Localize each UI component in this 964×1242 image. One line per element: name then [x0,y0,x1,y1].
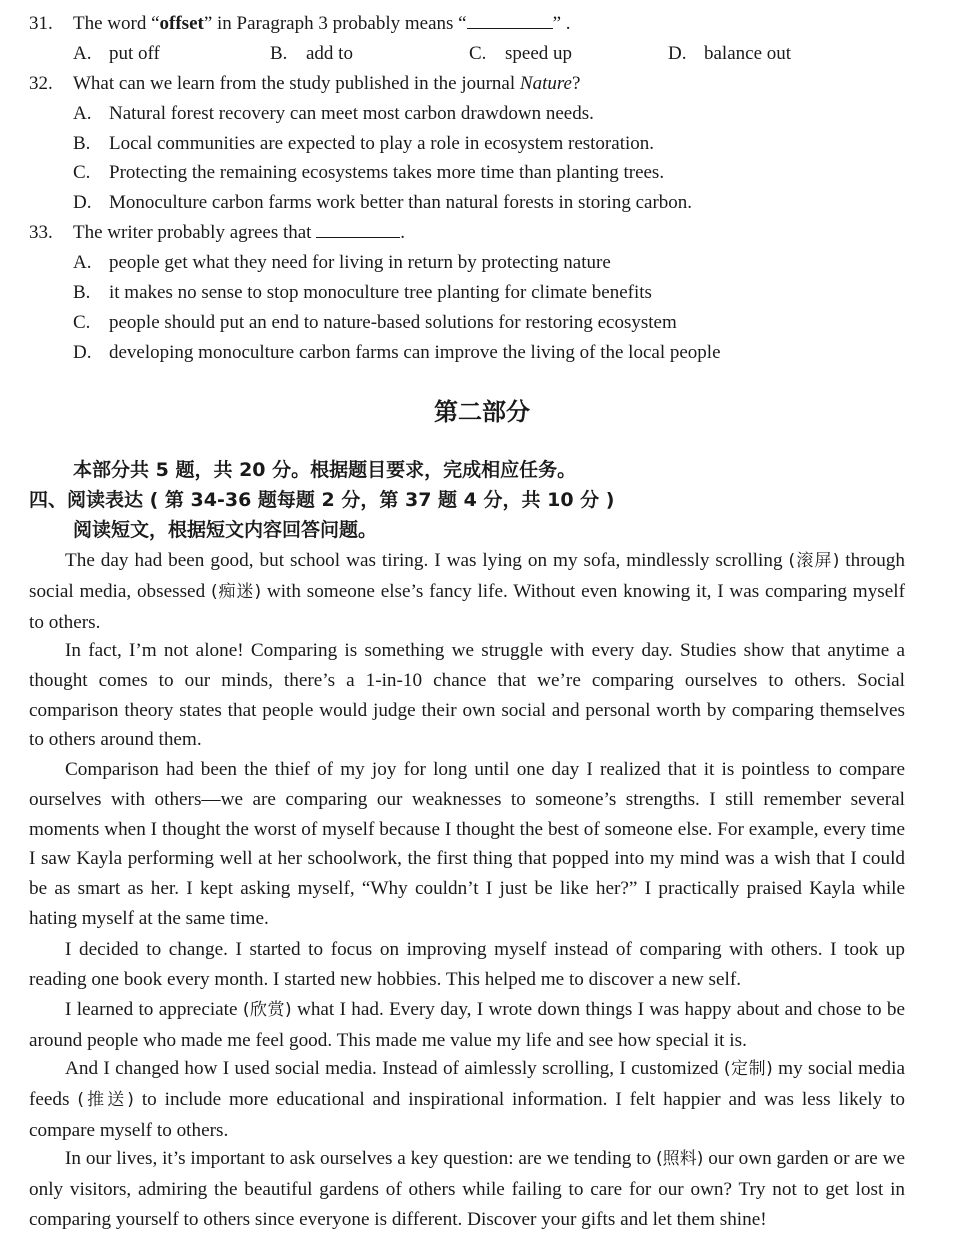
section-instruction: 阅读短文，根据短文内容回答问题。 [73,519,378,541]
question-number: 33. [29,222,53,243]
chinese-gloss: (推送) [77,1089,134,1110]
option-31-a: A. put off [73,43,160,64]
option-33-b: B. it makes no sense to stop monoculture tree planting for climate benefits [73,282,652,303]
section-title: 第二部分 [434,398,530,426]
option-32-d: D. Monoculture carbon farms work better than natural forests in storing carbon. [73,192,693,213]
chinese-gloss: (痴迷) [210,581,262,602]
option-31-c: C. speed up [469,43,573,64]
passage-paragraph-3: Comparison had been the thief of my joy for long until one day I realized that it is pointless to compare ourselves with others—we are comparing our weaknesses to someone’s strengths. I still remember several moments when I thought the worst of myself because I thought the best of someone else. For example, every time I saw Kayla performing well at her schoolwork, the first thing that popped into my mind was a wish that I could be as smart as her. I kept asking myself, “Why couldn’t I just be like her?” I practically praised Kayla while hating myself at the same time. [29,759,905,929]
passage-paragraph-5: I learned to appreciate (欣赏) what I had. Every day, I wrote down things I was happy about and chose to be around people who made me feel good. This made me value my life and see how special it is. [29,999,906,1051]
chinese-gloss: (定制) [723,1059,773,1079]
answer-blank [467,10,553,29]
chinese-gloss: (照料) [656,1149,704,1169]
chinese-gloss: (滚屏) [788,551,840,571]
question-31-stem: 31. The word “offset” in Paragraph 3 probably means “ ” . [29,10,571,38]
option-32-a: A. Natural forest recovery can meet most carbon drawdown needs. [73,103,594,124]
question-32-stem: 32. What can we learn from the study published in the journal Nature? [29,70,580,98]
passage-paragraph-7: In our lives, it’s important to ask ourselves a key question: are we tending to (照料) our own garden or are we only visitors, admiring the beautiful gardens of others while failing to care for our own? Try not to get lost in comparing yourself to others since everyone is different. Discover your gifts and let them shine! [29,1148,906,1230]
chinese-gloss: (欣赏) [242,1000,292,1020]
passage-paragraph-4: I decided to change. I started to focus on improving myself instead of comparing with others. I took up reading one book every month. I started new hobbies. This helped me to discover a new self. [29,939,905,990]
option-32-b: B. Local communities are expected to play a role in ecosystem restoration. [73,133,654,154]
section-heading: 四、阅读表达 ( 第 34-36 题每题 2 分，第 37 题 4 分，共 10 分 ) [29,489,615,511]
option-31-d: D. balance out [668,43,792,64]
keyword: offset [159,13,204,34]
option-31-b: B. add to [270,43,353,64]
question-number: 31. [29,13,53,34]
answer-blank [316,219,400,238]
option-33-a: A. people get what they need for living in return by protecting nature [73,252,611,273]
question-number: 32. [29,73,53,94]
section-intro: 本部分共 5 题，共 20 分。根据题目要求，完成相应任务。 [73,459,577,481]
journal-name: Nature [519,73,572,94]
option-33-d: D. developing monoculture carbon farms can improve the living of the local people [73,342,721,363]
option-33-c: C. people should put an end to nature-based solutions for restoring ecosystem [73,312,677,333]
passage-paragraph-6: And I changed how I used social media. Instead of aimlessly scrolling, I customized (定制) my social media feeds (推送) to include more educational and inspirational information. I felt happier and was less likely to compare myself to others. [29,1058,906,1141]
question-33-stem: 33. The writer probably agrees that . [29,219,405,247]
passage-paragraph-2: In fact, I’m not alone! Comparing is something we struggle with every day. Studies show that anytime a thought comes to our minds, there’s a 1-in-10 chance that we’re comparing ourselves to others. Social comparison theory states that people would judge their own social and personal worth by comparing themselves to others around them. [29,640,905,751]
option-32-c: C. Protecting the remaining ecosystems takes more time than planting trees. [73,162,665,183]
passage-paragraph-1: The day had been good, but school was tiring. I was lying on my sofa, mindlessly scrolling (滚屏) through social media, obsessed (痴迷) with someone else’s fancy life. Without even knowing it, I was comparing myself to others. [29,550,905,633]
